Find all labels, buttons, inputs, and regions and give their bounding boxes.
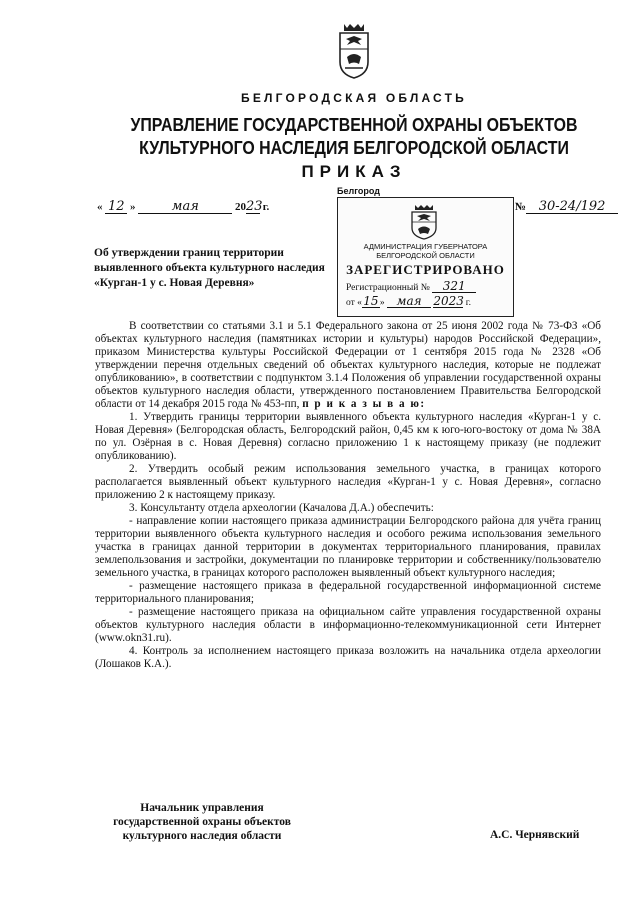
stamp-coat-of-arms-icon: [409, 204, 439, 240]
item-3-c: - размещение настоящего приказа на официальном сайте управления государственной охраны объектов культурного наследия области в информационно-телекоммуникационной сети Интернет (www.okn31.ru).: [95, 606, 601, 644]
item-4: 4. Контроль за исполнением настоящего приказа возложить на начальника отдела археологии (Лошаков К.А.).: [95, 645, 601, 670]
item-3: 3. Консультанту отдела археологии (Качалова Д.А.) обеспечить:: [129, 502, 434, 514]
organization-line-1: УПРАВЛЕНИЕ ГОСУДАРСТВЕННОЙ ОХРАНЫ ОБЪЕКТОВ: [130, 114, 578, 135]
registration-stamp: [337, 197, 514, 317]
intro-text: В соответствии со статьями 3.1 и 5.1 Федерального закона от 25 июня 2002 года № 73-ФЗ «Об объектах культурного наследия (памятниках истории и культуры) народов Российской Федерации», приказом Министерства культуры Российской Федерации от 1 сентября 2015 года № 2328 «Об утверждении перечня отдельных сведений об объектах культурного наследия, которые не подлежат опубликованию», в соответствии с подпунктом 3.1.4 Положения об управлении государственной охраны объектов культурного наследия области, утвержденного постановлением Правительства Белгородской области от 14 декабря 2015 года № 453-пп,: [95, 320, 601, 410]
date-open-quote: «: [97, 201, 103, 213]
signatory-position-line-3: культурного наследия области: [122, 830, 282, 842]
document-date: [97, 201, 269, 214]
stamp-admin-line-2: БЕЛГОРОДСКОЙ ОБЛАСТИ: [376, 251, 475, 260]
document-body: [95, 320, 601, 671]
stamp-date-mid: »: [379, 298, 385, 308]
document-subject: Об утверждении границ территории выявленного объекта культурного наследия «Курган-1 у с. Новая Деревня»: [94, 247, 325, 289]
stamp-admin-line-1: АДМИНИСТРАЦИЯ ГУБЕРНАТОРА: [363, 242, 488, 251]
stamp-admin: [338, 242, 513, 260]
date-month: мая: [138, 201, 232, 214]
date-year-prefix: 20: [235, 201, 246, 213]
stamp-date-year: 2023: [433, 294, 464, 308]
region-name: БЕЛГОРОДСКАЯ ОБЛАСТЬ: [241, 91, 467, 105]
organization-name: [50, 113, 640, 159]
stamp-date-month: мая: [387, 295, 431, 308]
stamp-registered: ЗАРЕГИСТРИРОВАНО: [346, 262, 505, 277]
stamp-date-from: от «: [346, 298, 362, 308]
city-label: Белгород: [337, 186, 380, 196]
stamp-reg-number: 321: [432, 280, 476, 293]
number-value: 30-24/192: [526, 201, 618, 214]
coat-of-arms-icon: [337, 22, 371, 80]
document-type: ПРИКАЗ: [301, 162, 407, 181]
signatory-position-line-2: государственной охраны объектов: [113, 816, 291, 828]
date-year-unit: г.: [262, 201, 270, 213]
item-2: 2. Утвердить особый режим использования земельного участка, в границах которого располагается выявленный объект культурного наследия «Курган-1 у с. Новая Деревня», согласно приложению 2 к настоящему приказу.: [95, 463, 601, 501]
date-day: 12: [105, 201, 127, 214]
stamp-date-year-unit: г.: [465, 298, 471, 308]
signatory-position-line-1: Начальник управления: [140, 802, 264, 814]
date-year-suffix: 23: [246, 199, 263, 214]
organization-line-2: КУЛЬТУРНОГО НАСЛЕДИЯ БЕЛГОРОДСКОЙ ОБЛАСТИ: [139, 137, 569, 158]
order-word: п р и к а з ы в а ю:: [302, 398, 426, 410]
item-3-a: - направление копии настоящего приказа администрации Белгородского района для учёта границ территории выявленного объекта культурного наследия и особого режима использования земельного участка в границах данной территории в документах территориального планирования, правилах землепользования и застройки, документации по планировке территории и собственнику/пользователю земельного участка, в границах которого расположен выявленный объект культурного наследия;: [95, 515, 601, 579]
intro-paragraph: [95, 320, 601, 411]
stamp-registration-number: [346, 280, 476, 293]
document-number: [515, 201, 618, 214]
item-3-b: - размещение настоящего приказа в федеральной государственной информационной системе территориального планирования;: [95, 580, 601, 605]
signatory-name: А.С. Чернявский: [490, 829, 580, 841]
stamp-date-day: 15: [363, 294, 379, 308]
item-1: 1. Утвердить границы территории выявленного объекта культурного наследия «Курган-1 у с. Новая Деревня» (Белгородская область, Белгородский район, 0,45 км к юго-юго-востоку от дома № 38А по ул. Озёрная в с. Новая Деревня) согласно приложению 1 к настоящему приказу (не подлежит опубликованию).: [95, 411, 601, 462]
stamp-reg-label: Регистрационный №: [346, 283, 430, 293]
date-close-quote: »: [130, 201, 136, 213]
stamp-date: [346, 295, 471, 308]
signatory-position: [95, 801, 309, 843]
number-prefix: №: [515, 201, 527, 213]
